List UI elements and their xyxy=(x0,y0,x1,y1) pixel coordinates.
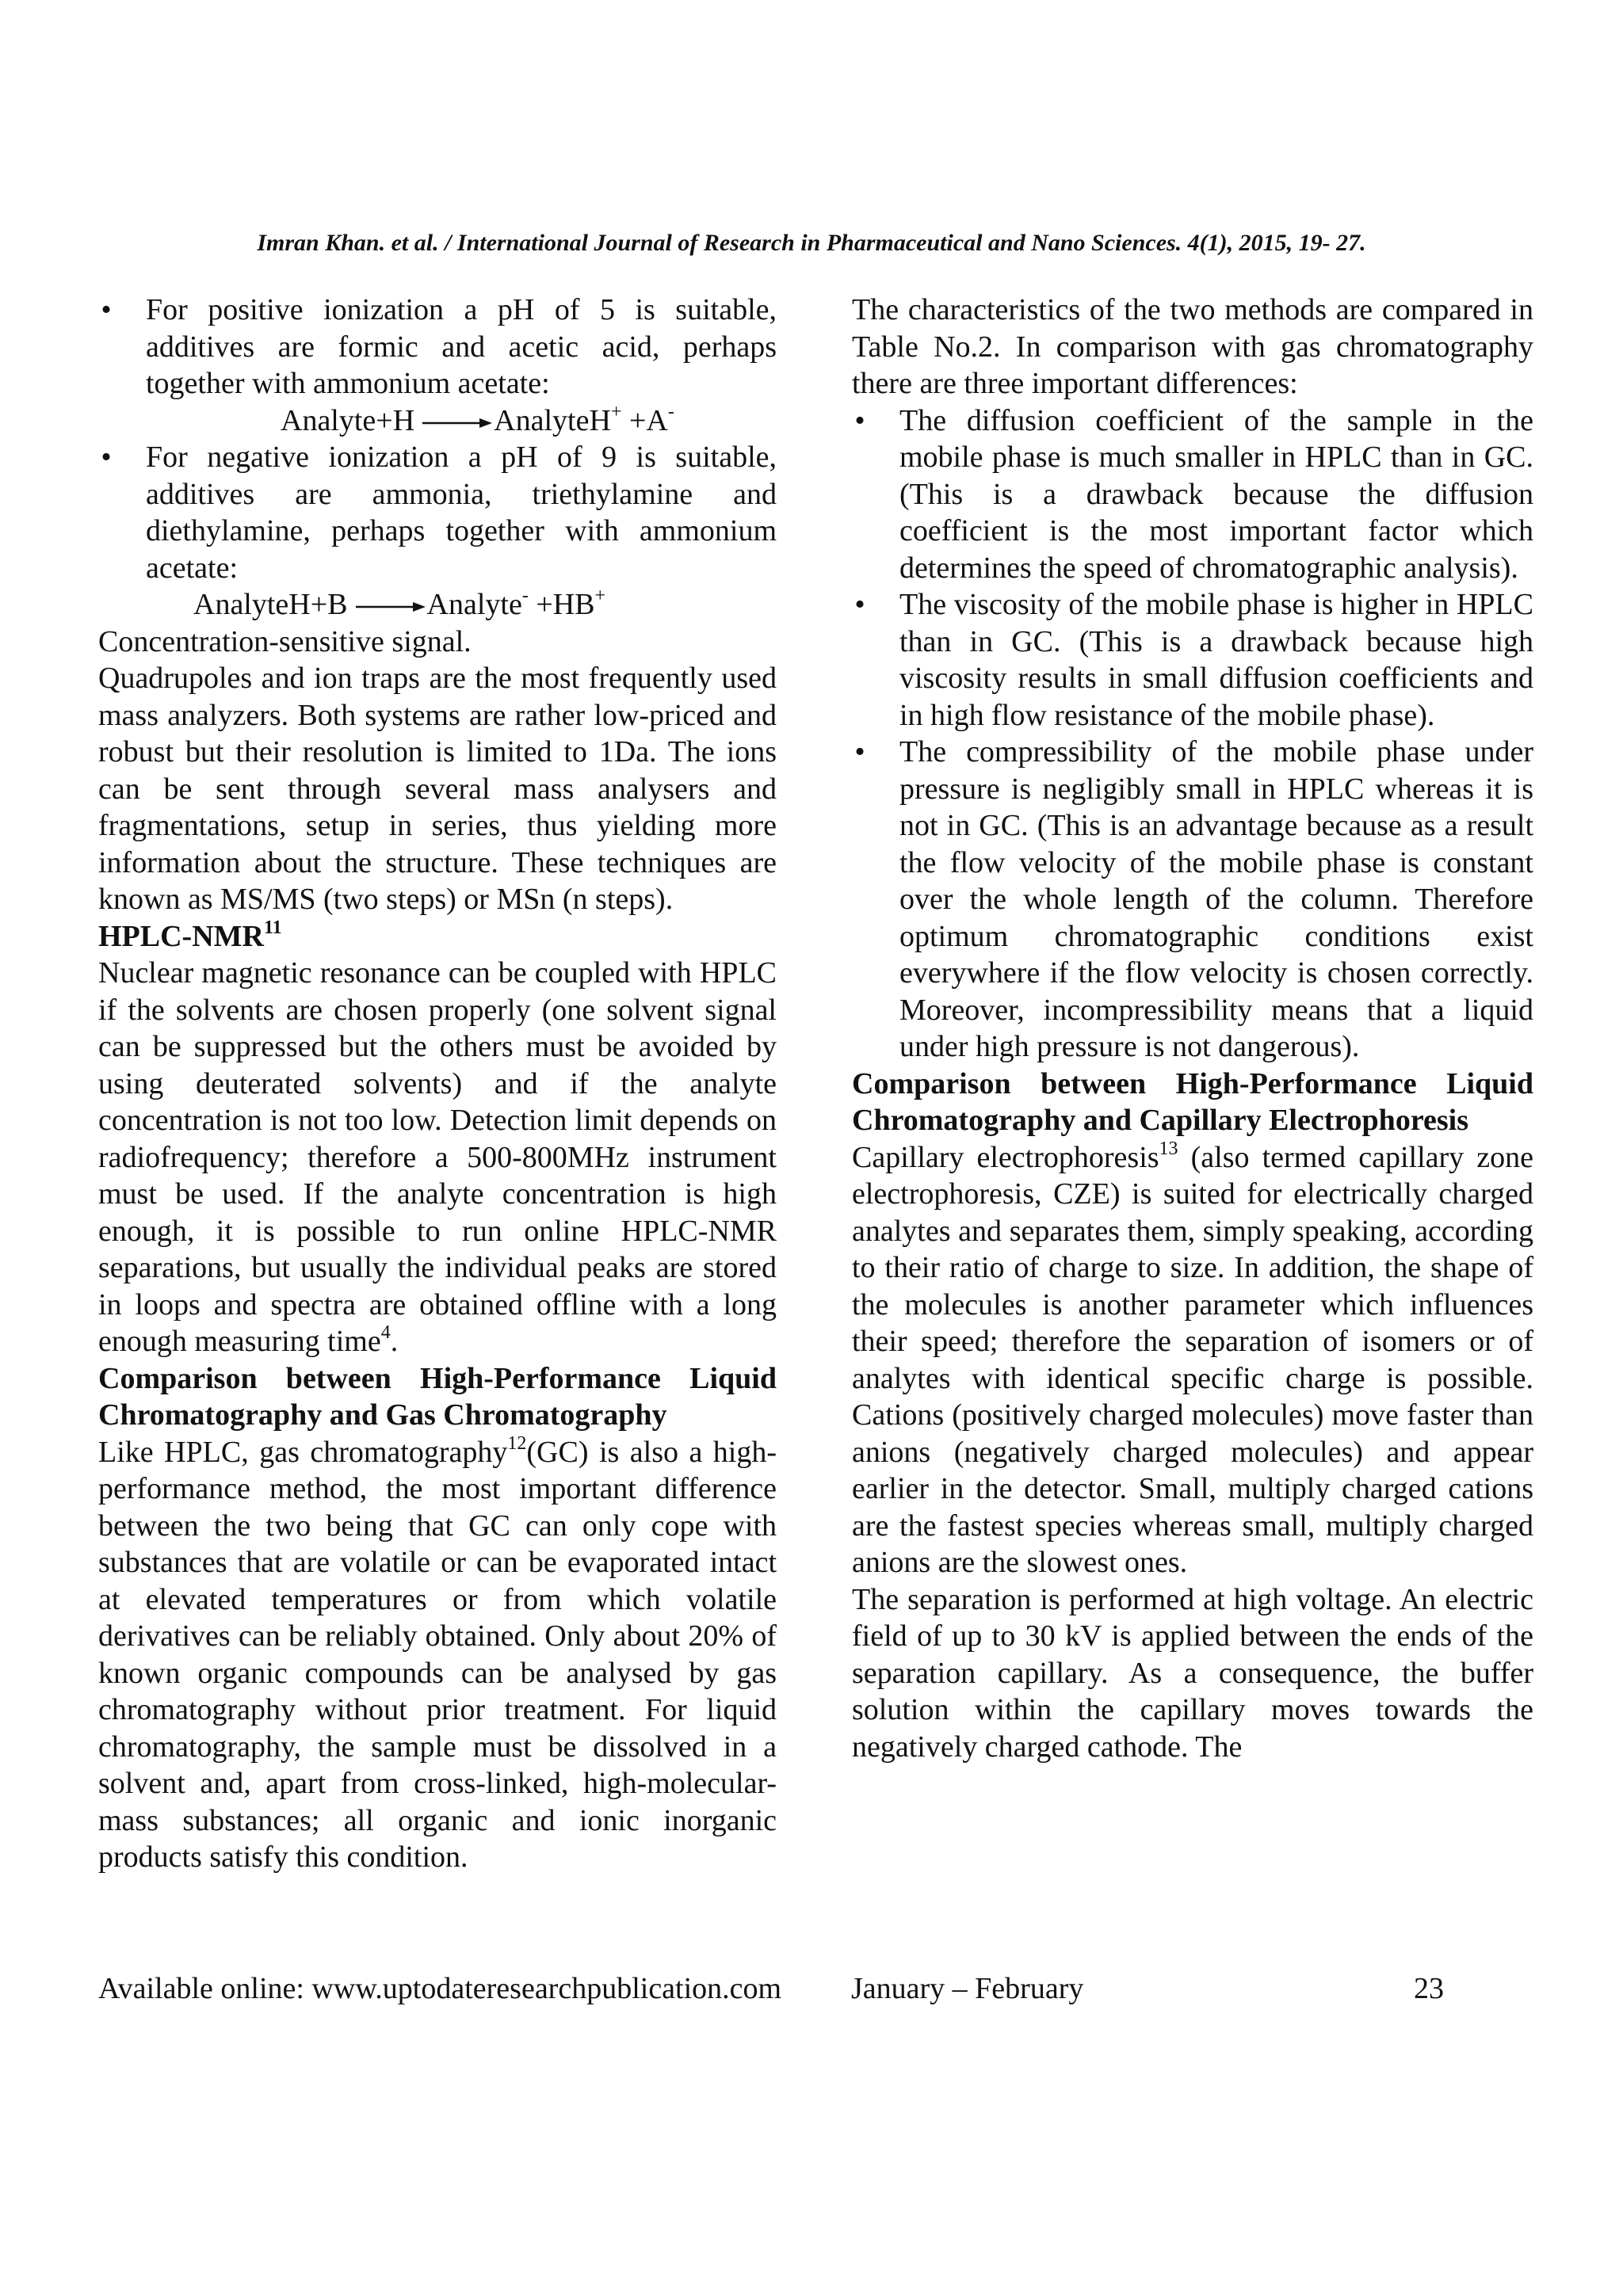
paragraph: Concentration-sensitive signal. xyxy=(98,624,472,658)
reaction-arrow-icon xyxy=(422,418,492,429)
product: AnalyteH xyxy=(494,403,611,437)
list-item xyxy=(852,734,1533,1066)
reactant: Analyte+H xyxy=(281,403,415,437)
reaction-equation xyxy=(98,586,777,624)
list-item xyxy=(98,439,777,586)
bullet-text: The compressibility of the mobile phase under pressure is negligibly small in HPLC whereas it is not in GC. (This is an advantage because as a result the flow velocity of the mobile phase is constant over the whole length of the column. Therefore optimum chromatographic conditions exist everywhere if the flow velocity is chosen correctly. Moreover, incompressibility means that a liquid under high pressure is not dangerous). xyxy=(899,735,1533,1063)
bullet-text: The viscosity of the mobile phase is higher in HPLC than in GC. (This is a drawback because high viscosity results in small diffusion coefficients and in high flow resistance of the mobile phase). xyxy=(899,588,1533,732)
charge-superscript: - xyxy=(667,401,674,422)
footer-website: Available online: www.uptodateresearchpublication.com xyxy=(98,1972,782,2005)
bullet-text: For positive ionization a pH of 5 is suitable, additives are formic and acetic acid, perhaps together with ammonium acetate: xyxy=(146,293,777,400)
reaction-equation xyxy=(146,402,777,440)
charge-superscript: + xyxy=(610,401,622,422)
journal-citation-header: Imran Khan. et al. / International Journal of Research in Pharmaceutical and Nano Sciences. 4(1), 2015, 19- 27. xyxy=(257,230,1366,256)
paragraph: Quadrupoles and ion traps are the most frequently used mass analyzers. Both systems are rather low-priced and robust but their resolution is limited to 1Da. The ions can be sent through several mass analysers and fragmentations, setup in series, thus yielding more information about the structure. These techniques are known as MS/MS (two steps) or MSn (n steps). xyxy=(98,662,777,916)
paragraph: The characteristics of the two methods are compared in Table No.2. In comparison with gas chromatography there are three important differences: xyxy=(852,293,1533,400)
product: +A xyxy=(621,403,668,437)
list-item xyxy=(852,402,1533,587)
list-item xyxy=(98,292,777,439)
section-heading: HPLC-NMR$^{11}$ xyxy=(98,917,282,953)
section-heading: Comparison between High-Performance Liquid Chromatography and Gas Chromatography xyxy=(98,1361,777,1432)
bullet-text: The diffusion coefficient of the sample in the mobile phase is much smaller in HPLC than in GC. (This is a drawback because the diffusion coefficient is the most important factor which determines the speed of chromatographic analysis). xyxy=(899,403,1533,585)
bullet-icon: • xyxy=(854,403,865,437)
charge-superscript: - xyxy=(521,585,529,606)
bullet-icon: • xyxy=(101,441,112,474)
citation-superscript: 4 xyxy=(380,1322,391,1343)
list-item xyxy=(852,586,1533,734)
paragraph: Capillary electrophoresis$^{13}$ (also termed capillary zone electrophoresis, CZE) is suited for electrically charged analytes and separates them, simply speaking, according to their ratio of charge to size. In addition, the shape of the molecules is another parameter which influences their speed; therefore the separation of isomers or of analytes with identical specific charge is possible. Cations (positively charged molecules) move faster than anions (negatively charged molecules) and appear earlier in the detector. Small, multiply charged cations are the fastest species whereas small, multiply charged anions are the slowest ones. xyxy=(852,1138,1533,1579)
reaction-arrow-icon xyxy=(356,601,426,612)
product: +HB xyxy=(528,588,595,621)
charge-superscript: + xyxy=(594,585,606,606)
citation-superscript: 12 xyxy=(507,1432,527,1454)
citation-superscript: 11 xyxy=(263,917,282,938)
footer-issue-months: January – February xyxy=(851,1972,1084,2005)
reactant: AnalyteH+B xyxy=(193,588,348,621)
bullet-icon: • xyxy=(854,588,865,621)
paragraph: Nuclear magnetic resonance can be coupled with HPLC if the solvents are chosen properly (one solvent signal can be suppressed but the others must be avoided by using deuterated solvents) and if the analyte concentration is not too low. Detection limit depends on radiofrequency; therefore a 500-800MHz instrument must be used. If the analyte concentration is high enough, it is possible to run online HPLC-NMR separations, but usually the individual peaks are stored in loops and spectra are obtained offline with a long enough measuring time$^4$. xyxy=(98,956,777,1358)
bullet-text: For negative ionization a pH of 9 is suitable, additives are ammonia, triethylamine and diethylamine, perhaps together with ammonium acetate: xyxy=(146,441,777,585)
left-column xyxy=(98,292,777,1876)
right-column xyxy=(852,292,1533,1765)
citation-superscript: 13 xyxy=(1159,1138,1178,1159)
section-heading: Comparison between High-Performance Liquid Chromatography and Capillary Electrophoresis xyxy=(852,1066,1533,1137)
bullet-icon: • xyxy=(101,293,112,326)
paragraph: The separation is performed at high voltage. An electric field of up to 30 kV is applied between the ends of the separation capillary. As a consequence, the buffer solution within the capillary moves towards the negatively charged cathode. The xyxy=(852,1582,1533,1764)
paragraph: Like HPLC, gas chromatography$^{12}$(GC) is also a high-performance method, the most important difference between the two being that GC can only cope with substances that are volatile or can be evaporated intact at elevated temperatures or from which volatile derivatives can be reliably obtained. Only about 20% of known organic compounds can be analysed by gas chromatography without prior treatment. For liquid chromatography, the sample must be dissolved in a solvent and, apart from cross-linked, high-molecular-mass substances; all organic and ionic inorganic products satisfy this condition. xyxy=(98,1432,777,1874)
product: Analyte xyxy=(426,588,522,621)
bullet-icon: • xyxy=(854,735,865,769)
page-number: 23 xyxy=(1414,1972,1444,2005)
